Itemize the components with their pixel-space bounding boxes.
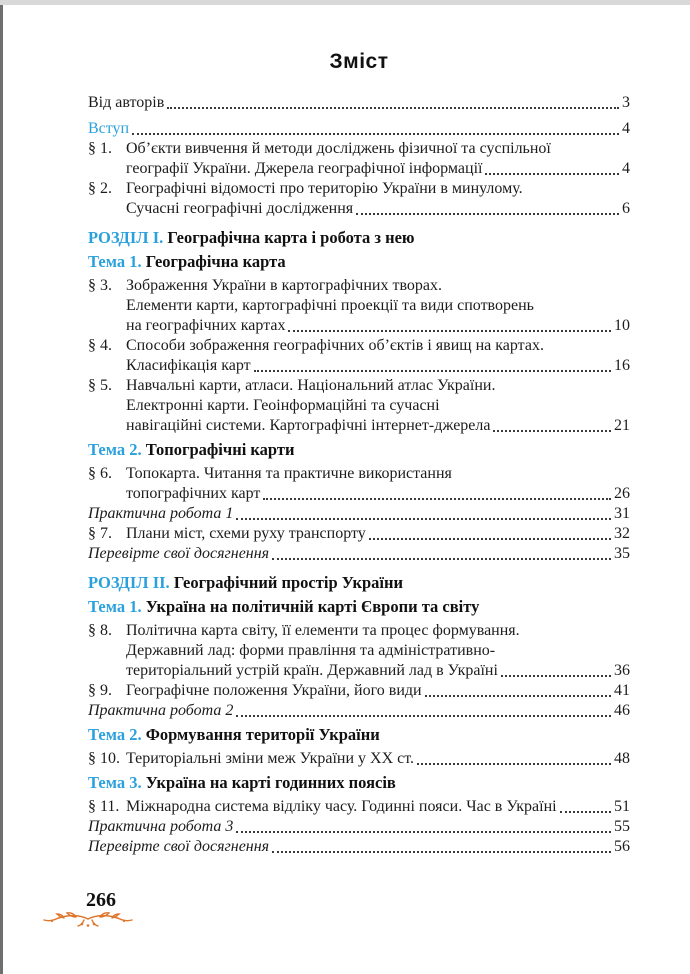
toc-entry-line bbox=[126, 416, 630, 436]
toc-entry-line bbox=[126, 179, 630, 199]
toc-entry-line bbox=[88, 701, 630, 721]
page-ref: 32 bbox=[614, 525, 630, 542]
paragraph-label: § 5. bbox=[88, 377, 112, 394]
paragraph-label: § 7. bbox=[88, 525, 112, 542]
toc-entry-line bbox=[126, 797, 630, 817]
toc-entry-line bbox=[88, 504, 630, 524]
page-ref: 4 bbox=[622, 160, 630, 177]
toc-entry bbox=[88, 749, 630, 769]
heading-title: Географічний простір України bbox=[173, 573, 404, 592]
page-ref: 35 bbox=[614, 545, 630, 562]
toc-entry bbox=[88, 681, 630, 701]
toc-entry-text: Топокарта. Читання та практичне використання bbox=[126, 465, 452, 482]
toc-entry-text: Географічні відомості про територію України в минулому. bbox=[126, 180, 523, 197]
paragraph-label: § 4. bbox=[88, 337, 112, 354]
toc-entry-line bbox=[126, 376, 630, 396]
page-number: 266 bbox=[86, 889, 116, 911]
toc-theme-heading bbox=[88, 597, 630, 617]
dot-leader bbox=[263, 498, 611, 500]
paragraph-label: § 9. bbox=[88, 682, 112, 699]
toc-entry-line bbox=[126, 749, 630, 769]
heading-title: Топографічні карти bbox=[145, 440, 295, 459]
toc-entry bbox=[88, 701, 630, 721]
toc-entry bbox=[88, 544, 630, 564]
page-ref: 6 bbox=[622, 200, 630, 217]
heading-title: Україна на карті годинних поясів bbox=[145, 773, 396, 792]
toc-entry-line bbox=[126, 396, 630, 416]
page-title: Зміст bbox=[329, 50, 389, 73]
scan-edge-top bbox=[0, 0, 690, 5]
toc-entry bbox=[88, 276, 630, 336]
toc-entry-line bbox=[126, 336, 630, 356]
toc-entry-line bbox=[126, 641, 630, 661]
toc-entry-text: на географічних картах bbox=[126, 317, 286, 334]
toc-entry bbox=[88, 621, 630, 681]
paragraph-label: § 3. bbox=[88, 277, 112, 294]
page-ref: 56 bbox=[614, 838, 630, 855]
dot-leader bbox=[167, 107, 619, 109]
theme-label: Тема 2. bbox=[88, 725, 146, 744]
dot-leader bbox=[288, 330, 611, 332]
table-of-contents bbox=[88, 93, 630, 857]
page-ref: 46 bbox=[614, 702, 630, 719]
toc-entry-line bbox=[126, 159, 630, 179]
folio bbox=[42, 889, 142, 930]
toc-entry-text: Елементи карти, картографічні проекції та види спотворень bbox=[126, 297, 534, 314]
page-ref: 48 bbox=[614, 750, 630, 767]
toc-entry-text: Об’єкти вивчення й методи досліджень фізичної та суспільної bbox=[126, 140, 551, 157]
toc-section-heading bbox=[88, 573, 630, 593]
toc-entry-line bbox=[126, 524, 630, 544]
page-ref: 55 bbox=[614, 818, 630, 835]
toc-entry-text: Державний лад: форми правління та адміністративно- bbox=[126, 642, 496, 659]
toc-entry-line bbox=[126, 139, 630, 159]
dot-leader bbox=[560, 811, 611, 813]
paragraph-label: § 10. bbox=[88, 750, 120, 767]
dot-leader bbox=[254, 370, 611, 372]
toc-entry bbox=[88, 817, 630, 837]
toc-entry-text: Географічне положення України, його види bbox=[126, 682, 422, 699]
toc-entry-text: Міжнародна система відліку часу. Годинні пояси. Час в Україні bbox=[126, 798, 557, 815]
toc-theme-heading bbox=[88, 773, 630, 793]
toc-entry-text: Практична робота 2 bbox=[88, 702, 234, 719]
toc-entry-line bbox=[88, 93, 630, 113]
toc-entry-text: Класифікація карт bbox=[126, 357, 251, 374]
toc-entry bbox=[88, 504, 630, 524]
page-ref: 21 bbox=[614, 417, 630, 434]
toc-entry-text: Перевірте свої досягнення bbox=[88, 545, 270, 562]
toc-entry-line bbox=[126, 276, 630, 296]
page-ref: 26 bbox=[614, 485, 630, 502]
toc-entry bbox=[88, 376, 630, 436]
heading-title: Географічна карта bbox=[145, 252, 286, 271]
page-ref: 4 bbox=[622, 120, 630, 137]
toc-entry bbox=[88, 119, 630, 139]
toc-entry-text: Сучасні географічні дослідження bbox=[126, 200, 354, 217]
toc-entry bbox=[88, 524, 630, 544]
dot-leader bbox=[485, 173, 619, 175]
toc-entry bbox=[88, 837, 630, 857]
page-ref: 41 bbox=[614, 682, 630, 699]
toc-entry-text: Вступ bbox=[88, 120, 130, 137]
toc-entry-text: Способи зображення географічних об’єктів і явищ на картах. bbox=[126, 337, 544, 354]
toc-entry-text: Електронні карти. Геоінформаційні та сучасні bbox=[126, 397, 440, 414]
toc-theme-heading bbox=[88, 252, 630, 272]
toc-theme-heading bbox=[88, 440, 630, 460]
toc-entry-line bbox=[126, 199, 630, 219]
dot-leader bbox=[417, 763, 611, 765]
toc-entry-line bbox=[88, 817, 630, 837]
section-label: РОЗДІЛ І. bbox=[88, 228, 168, 247]
paragraph-label: § 2. bbox=[88, 180, 112, 197]
toc-entry-text: Навчальні карти, атласи. Національний атлас України. bbox=[126, 377, 496, 394]
toc-entry bbox=[88, 464, 630, 504]
toc-entry-text: навігаційні системи. Картографічні інтернет-джерела bbox=[126, 417, 491, 434]
toc-entry bbox=[88, 797, 630, 817]
page-ref: 36 bbox=[614, 662, 630, 679]
toc-entry-text: Територіальні зміни меж України у XX ст. bbox=[126, 750, 415, 767]
toc-entry-line bbox=[88, 837, 630, 857]
dot-leader bbox=[369, 538, 611, 540]
dot-leader bbox=[132, 133, 619, 135]
page-ref: 51 bbox=[614, 798, 630, 815]
paragraph-label: § 1. bbox=[88, 140, 112, 157]
toc-entry-text: Зображення України в картографічних творах. bbox=[126, 277, 442, 294]
toc-entry-text: Від авторів bbox=[88, 94, 165, 111]
page-ref: 16 bbox=[614, 357, 630, 374]
toc-section-heading bbox=[88, 228, 630, 248]
toc-entry-line bbox=[126, 621, 630, 641]
page-ref: 10 bbox=[614, 317, 630, 334]
toc-entry bbox=[88, 179, 630, 219]
toc-entry-text: Практична робота 1 bbox=[88, 505, 234, 522]
toc-entry bbox=[88, 336, 630, 376]
theme-label: Тема 1. bbox=[88, 597, 146, 616]
toc-entry-line bbox=[126, 356, 630, 376]
paragraph-label: § 8. bbox=[88, 622, 112, 639]
toc-entry-line bbox=[126, 661, 630, 681]
toc-entry-text: територіальний устрій країн. Державний лад в Україні bbox=[126, 662, 498, 679]
toc-entry-text: Політична карта світу, її елементи та процес формування. bbox=[126, 622, 520, 639]
page-ref: 31 bbox=[614, 505, 630, 522]
dot-leader bbox=[425, 695, 611, 697]
dot-leader bbox=[501, 675, 611, 677]
dot-leader bbox=[236, 831, 611, 833]
toc-entry-text: топографічних карт bbox=[126, 485, 261, 502]
heading-title: Формування території України bbox=[145, 725, 380, 744]
dot-leader bbox=[272, 558, 611, 560]
toc-entry bbox=[88, 139, 630, 179]
toc-entry-line bbox=[88, 544, 630, 564]
toc-entry-line bbox=[126, 296, 630, 316]
paragraph-label: § 6. bbox=[88, 465, 112, 482]
heading-title: Географічна карта і робота з нею bbox=[167, 228, 415, 247]
section-label: РОЗДІЛ ІІ. bbox=[88, 573, 174, 592]
dot-leader bbox=[236, 715, 611, 717]
toc-entry-line bbox=[126, 316, 630, 336]
toc-entry-text: Практична робота 3 bbox=[88, 818, 234, 835]
toc-entry bbox=[88, 93, 630, 113]
scan-edge-left bbox=[0, 5, 3, 974]
page-ref: 3 bbox=[622, 94, 630, 111]
theme-label: Тема 3. bbox=[88, 773, 146, 792]
dot-leader bbox=[236, 518, 611, 520]
toc-entry-line bbox=[126, 484, 630, 504]
toc-entry-text: Перевірте свої досягнення bbox=[88, 838, 270, 855]
theme-label: Тема 2. bbox=[88, 440, 146, 459]
toc-entry-line bbox=[88, 119, 630, 139]
dot-leader bbox=[493, 430, 611, 432]
toc-entry-text: Плани міст, схеми руху транспорту bbox=[126, 525, 366, 542]
theme-label: Тема 1. bbox=[88, 252, 146, 271]
floral-ornament-icon bbox=[42, 910, 134, 930]
toc-entry-line bbox=[126, 681, 630, 701]
toc-entry-text: географії України. Джерела географічної інформації bbox=[126, 160, 483, 177]
toc-entry-line bbox=[126, 464, 630, 484]
paragraph-label: § 11. bbox=[88, 798, 120, 815]
dot-leader bbox=[272, 851, 611, 853]
heading-title: Україна на політичній карті Європи та світу bbox=[145, 597, 480, 616]
dot-leader bbox=[356, 213, 619, 215]
toc-theme-heading bbox=[88, 725, 630, 745]
